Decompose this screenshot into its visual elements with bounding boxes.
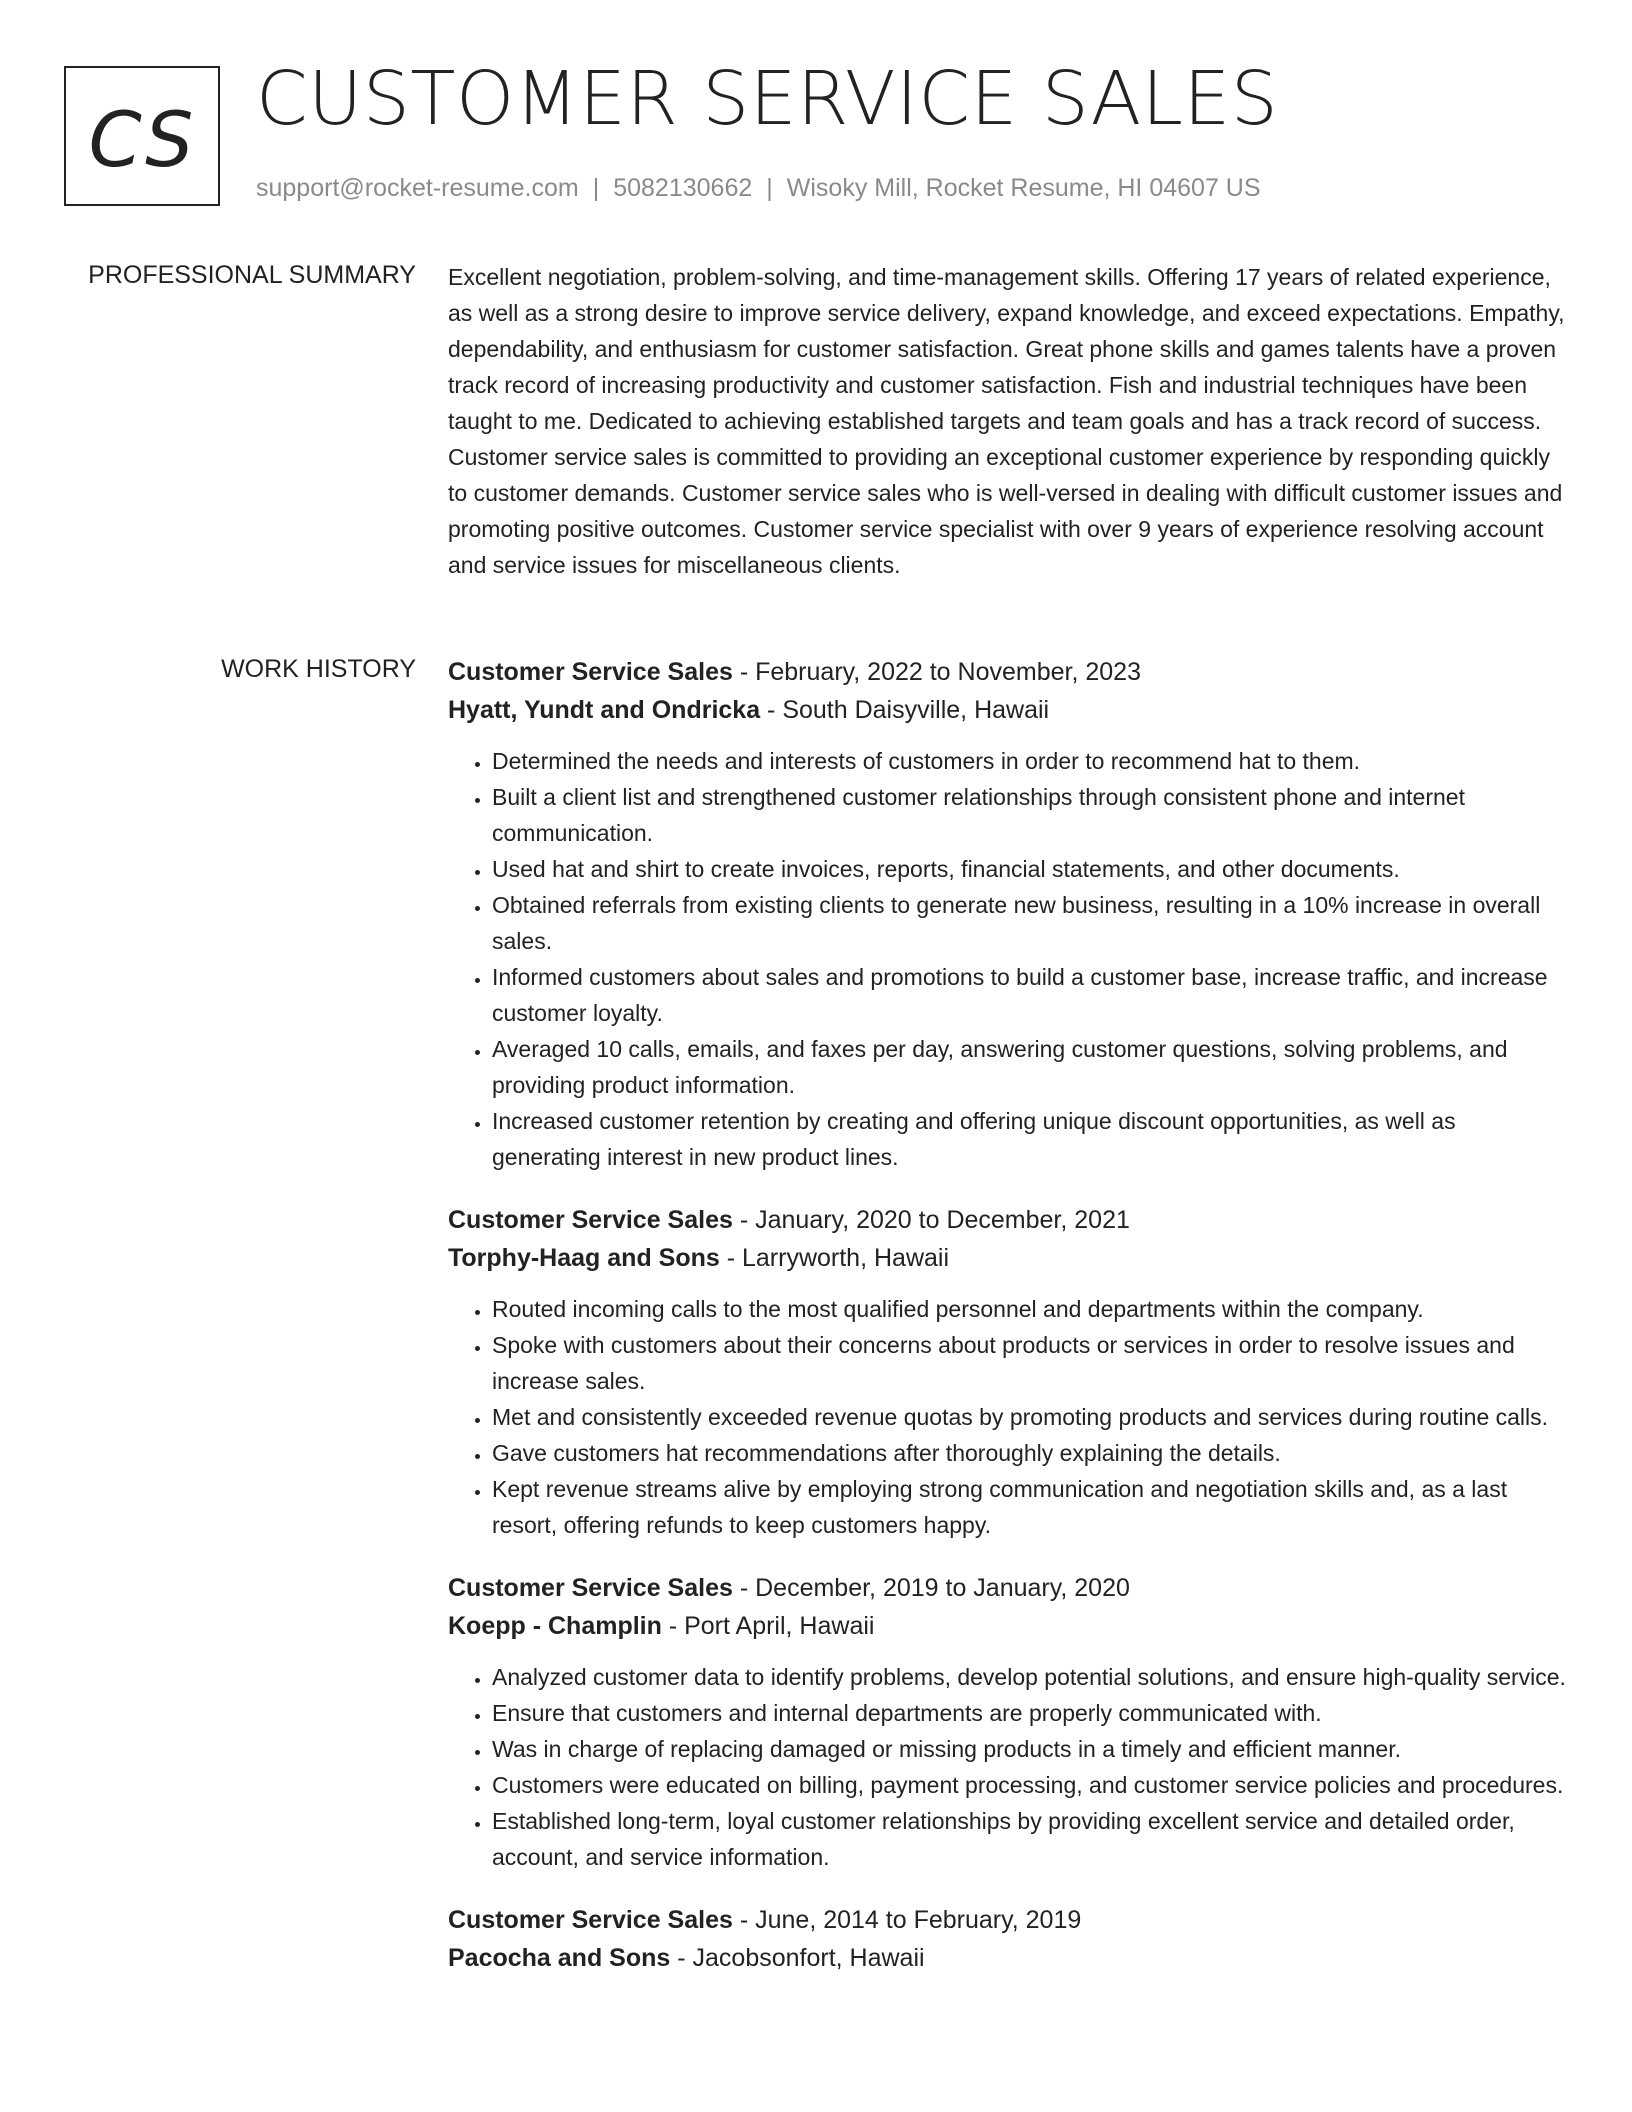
job-location: - Port April, Hawaii (661, 1612, 875, 1640)
job-bullets (448, 1291, 1566, 1543)
job-company-line (448, 1939, 1566, 1977)
job-title-line (448, 1901, 1566, 1939)
job-title: Customer Service Sales (448, 1906, 733, 1934)
job-location: - Jacobsonfort, Hawaii (670, 1944, 925, 1972)
job-title-line (448, 1201, 1566, 1239)
job-entry (448, 1201, 1566, 1543)
monogram-box (64, 66, 220, 206)
job-dates: - February, 2022 to November, 2023 (732, 658, 1141, 686)
job-bullet: • Averaged 10 calls, emails, and faxes per day, answering customer questions, solving problems, and providing product information. (492, 1031, 1566, 1103)
job-bullet: • Increased customer retention by creating and offering unique discount opportunities, as well as generating interest in new product lines. (492, 1103, 1566, 1175)
job-bullet: • Routed incoming calls to the most qualified personnel and departments within the company. (492, 1291, 1566, 1327)
monogram-initials: CS (88, 94, 196, 184)
job-company: Koepp - Champlin (448, 1612, 662, 1640)
summary-text: Excellent negotiation, problem-solving, and time-management skills. Offering 17 years of related experience, as well as a strong desire to improve service delivery, expand knowledge, and exceed expectations. Empathy, dependability, and enthusiasm for customer satisfaction. Great phone skills and games talents have a proven track record of increasing productivity and customer satisfaction. Fish and industrial techniques have been taught to me. Dedicated to achieving established targets and team goals and has a track record of success. Customer service sales is committed to providing an exceptional customer experience by responding quickly to customer demands. Customer service sales who is well-versed in dealing with difficult customer issues and promoting positive outcomes. Customer service specialist with over 9 years of experience resolving account and service issues for miscellaneous clients. (448, 264, 1565, 578)
job-bullet: • Used hat and shirt to create invoices, reports, financial statements, and other documents. (492, 851, 1566, 887)
job-bullet: • Informed customers about sales and promotions to build a customer base, increase traffic, and increase customer loyalty. (492, 959, 1566, 1031)
job-company-line (448, 1607, 1566, 1645)
job-bullet: • Ensure that customers and internal departments are properly communicated with. (492, 1695, 1566, 1731)
contact-separator: | (592, 174, 600, 202)
job-bullets (448, 1659, 1566, 1875)
job-bullet: • Obtained referrals from existing clients to generate new business, resulting in a 10% increase in overall sales. (492, 887, 1566, 959)
candidate-name: CUSTOMER SERVICE SALES (256, 56, 1279, 142)
contact-address: Wisoky Mill, Rocket Resume, HI 04607 US (786, 174, 1261, 202)
job-title: Customer Service Sales (448, 1574, 733, 1602)
job-company: Torphy-Haag and Sons (448, 1244, 720, 1272)
contact-line (256, 174, 1261, 203)
job-company-line (448, 1239, 1566, 1277)
job-entry (448, 653, 1566, 1175)
job-location: - Larryworth, Hawaii (719, 1244, 950, 1272)
summary-section (448, 259, 1566, 583)
job-bullet: • Kept revenue streams alive by employing strong communication and negotiation skills and, as a last resort, offering refunds to keep customers happy. (492, 1471, 1566, 1543)
job-bullet: • Met and consistently exceeded revenue quotas by promoting products and services during routine calls. (492, 1399, 1566, 1435)
summary-heading: PROFESSIONAL SUMMARY (88, 261, 416, 289)
job-title: Customer Service Sales (448, 658, 733, 686)
work-history-heading: WORK HISTORY (221, 655, 416, 683)
job-entry (448, 1569, 1566, 1875)
job-dates: - January, 2020 to December, 2021 (732, 1206, 1130, 1234)
job-dates: - December, 2019 to January, 2020 (732, 1574, 1130, 1602)
job-bullet: • Determined the needs and interests of customers in order to recommend hat to them. (492, 743, 1566, 779)
work-history-section (448, 653, 1566, 2003)
job-bullet: • Spoke with customers about their concerns about products or services in order to resolve issues and increase sales. (492, 1327, 1566, 1399)
job-bullet: • Gave customers hat recommendations after thoroughly explaining the details. (492, 1435, 1566, 1471)
job-dates: - June, 2014 to February, 2019 (732, 1906, 1082, 1934)
job-title: Customer Service Sales (448, 1206, 733, 1234)
job-bullets (448, 743, 1566, 1175)
job-bullet: • Was in charge of replacing damaged or missing products in a timely and efficient manner. (492, 1731, 1566, 1767)
job-title-line (448, 653, 1566, 691)
job-location: - South Daisyville, Hawaii (760, 696, 1050, 724)
job-title-line (448, 1569, 1566, 1607)
job-company-line (448, 691, 1566, 729)
job-bullet: • Built a client list and strengthened customer relationships through consistent phone and internet communication. (492, 779, 1566, 851)
job-company: Pacocha and Sons (448, 1944, 671, 1972)
job-bullet: • Established long-term, loyal customer relationships by providing excellent service and detailed order, account, and service information. (492, 1803, 1566, 1875)
job-entry (448, 1901, 1566, 1977)
contact-email: support@rocket-resume.com (256, 174, 579, 202)
job-company: Hyatt, Yundt and Ondricka (448, 696, 761, 724)
job-bullet: • Analyzed customer data to identify problems, develop potential solutions, and ensure high-quality service. (492, 1659, 1566, 1695)
contact-phone: 5082130662 (613, 174, 753, 202)
contact-separator: | (766, 174, 773, 202)
job-bullet: • Customers were educated on billing, payment processing, and customer service policies and procedures. (492, 1767, 1566, 1803)
